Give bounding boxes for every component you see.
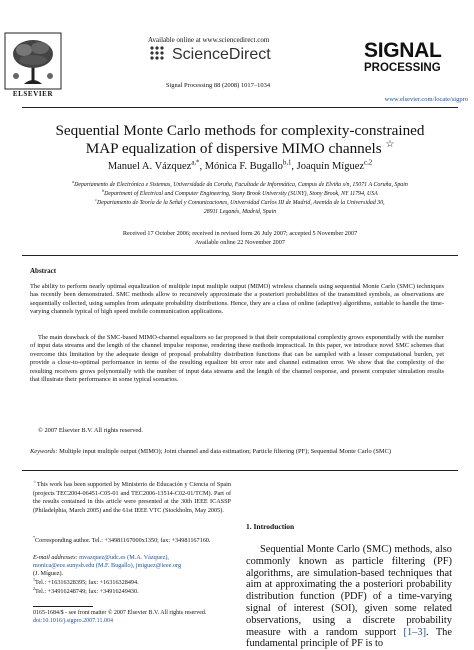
affiliation-mark: c	[95, 198, 98, 203]
citation-link[interactable]: [1–3]	[403, 626, 427, 638]
phone-text: Tel.: +34916248749; fax: +34916249430.	[35, 588, 139, 595]
intro-body: Sequential Monte Carlo (SMC) methods, also commonly known as particle filtering (PF) algorithms, are simulation-based techniques that aim at approximating the a posteriori probability distribution function (PDF) of a time-varying signal of interest (SOI), given some related observations, using a discrete probability measure with a random support	[246, 544, 452, 638]
funding-footnote	[33, 478, 231, 515]
affiliation-text: Department of Electrical and Computer Engineering, Stony Brook University (SUNY), Stony Brook, NY 11794, USA	[104, 191, 378, 197]
publisher-name: ELSEVIER	[12, 90, 54, 98]
journal-citation: Signal Processing 88 (2008) 1017–1034	[165, 82, 271, 89]
abstract-bottom-divider	[22, 470, 458, 471]
paper-title	[22, 122, 458, 158]
footer-divider	[33, 606, 93, 607]
affiliation-mark: b	[102, 189, 105, 194]
affiliation	[22, 191, 458, 199]
keywords-label: Keywords:	[30, 448, 58, 455]
doi-link[interactable]: doi:10.1016/j.sigpro.2007.11.004	[33, 618, 113, 624]
available-online-date: Available online 22 November 2007	[195, 238, 285, 246]
received-dates: Received 17 October 2006; received in revised form 26 July 2007; accepted 5 November 2007	[122, 230, 358, 237]
affiliation-text: 28911 Leganés, Madrid, Spain	[203, 209, 277, 215]
header-divider	[22, 107, 458, 108]
affiliation-text: Departamento de Teoría de la Señal y Comunicaciones, Universidad Carlos III de Madrid, Avenida de la Universidad 30,	[97, 200, 385, 206]
author-name: Joaquín Míguez	[296, 161, 365, 172]
title-line-1: Sequential Monte Carlo methods for complexity-constrained	[55, 122, 425, 139]
phone-footnote-1: $^1$Tel.: +16316328395; fax: +16316328494.	[33, 576, 139, 586]
article-dates	[22, 230, 458, 247]
email-owner: (J. Míguez).	[33, 570, 64, 577]
phone-footnote-2: $^2$Tel.: +34916248749; fax: +34916249430.	[33, 585, 139, 595]
copyright-notice: © 2007 Elsevier B.V. All rights reserved.	[38, 427, 144, 434]
title-line-2	[22, 140, 458, 158]
affiliation-text: Departamento de Electrónica e Sistemas, Universidade da Coruña, Facultade de Informática, Campus de Elviña s/n, 15071 A Coruña, Spain	[74, 182, 408, 188]
journal-logo	[364, 40, 468, 74]
affiliation-continued	[22, 209, 458, 217]
keywords	[30, 448, 444, 456]
corresponding-author-note: *Corresponding author. Tel.: +34981167000x1350; fax: +34981167160.	[33, 534, 211, 544]
email-label: E-mail addresses:	[33, 554, 78, 561]
email-line-3	[33, 570, 231, 579]
funding-text: This work has been supported by Ministerio de Educación y Ciencia of Spain (projects TEC2004-06451-C05-01 and TEC2006-13514-C02-01/TCM). Part of the results contained in this article were presented at the 30th IEEE ICASSP (Philadelphia, March 2005) and the 61st IEEE VTC (Stockholm, May 2005).	[33, 481, 231, 514]
email-link[interactable]: mvazquez@udc.es (M.A. Vázquez),	[79, 554, 169, 561]
author-list	[22, 161, 458, 172]
phone-text: Tel.: +16316328395; fax: +16316328494.	[35, 579, 139, 586]
author-separator: ,	[291, 161, 297, 172]
abstract-paragraph-1: The ability to perform nearly optimal equalization of multiple input multiple output (MIMO) wireless channels using sequential Monte Carlo (SMC) techniques has recently been demonstrated. SMC methods allow to recursively approximate the a posteriori probabilities of the transmitted symbols, as observations are sequentially collected, using samples from adequate probability distributions. Hence, they are a class of online (adaptive) algorithms, suitable to handle the time-varying channels typical of high speed mobile communication applications.	[30, 283, 444, 316]
author-marks: a,*	[191, 159, 200, 167]
footnote-star: ☆	[33, 478, 37, 484]
introduction-text	[246, 544, 452, 650]
author-name: Mónica F. Bugallo	[204, 161, 283, 172]
journal-logo-line1: SIGNAL	[364, 39, 442, 62]
author-marks: c,2	[364, 159, 373, 167]
corresponding-text: Corresponding author. Tel.: +34981167000x1350; fax: +34981167160.	[35, 537, 211, 544]
email-link[interactable]: monica@ece.sunysb.edu (M.F. Bugallo), jmiguez@ieee.org	[33, 562, 182, 569]
author-marks: b,1	[282, 159, 292, 167]
abstract-paragraph-2: The main drawback of the SMC-based MIMO-channel equalizers so far proposed is that their computational complexity grows exponentially with the number of input data streams and the length of the channel impulse response, rendering these methods impractical. In this paper, we introduce novel SMC schemes that overcome this limitation by the adequate design of proposal probability distribution functions that can be sampled with a lesser computational burden, yet provide a close-to-optimal performance in terms of the resulting equalizer bit error rate and channel estimation error. We show that the complexity of the resulting receivers grows polynomially with the number of input data streams and the length of the channel response, and present computer simulation results that illustrate their performance in some typical scenarios.	[30, 334, 444, 384]
journal-logo-line2: PROCESSING	[364, 62, 441, 74]
author-separator: ,	[199, 161, 205, 172]
elsevier-tree-logo-icon	[4, 32, 62, 90]
sciencedirect-logo-icon	[148, 44, 166, 62]
journal-url-link[interactable]: www.elsevier.com/locate/sigpro	[384, 96, 468, 103]
title-line-2-text: MAP equalization of dispersive MIMO channels	[85, 140, 382, 157]
section-heading-introduction: 1. Introduction	[246, 522, 295, 531]
affiliation	[22, 200, 458, 208]
intro-body-continued: . The fundamental principle of PF is to	[246, 626, 452, 650]
title-footnote-star[interactable]: ☆	[385, 138, 395, 150]
keywords-list: Multiple input multiple output (MIMO); Joint channel and data estimation; Particle filtering (PF); Sequential Monte Carlo (SMC)	[59, 448, 391, 455]
abstract-top-divider	[22, 255, 458, 256]
affiliation	[22, 182, 458, 190]
available-online-text[interactable]: Available online at www.sciencedirect.com	[148, 36, 270, 44]
sciencedirect-wordmark: ScienceDirect	[172, 46, 271, 63]
issn-line: 0165-1684/$ - see front matter © 2007 Elsevier B.V. All rights reserved.	[33, 610, 207, 616]
abstract-heading: Abstract	[30, 267, 57, 275]
affiliation-mark: a	[72, 180, 75, 185]
author-name: Manuel A. Vázquez	[107, 161, 192, 172]
